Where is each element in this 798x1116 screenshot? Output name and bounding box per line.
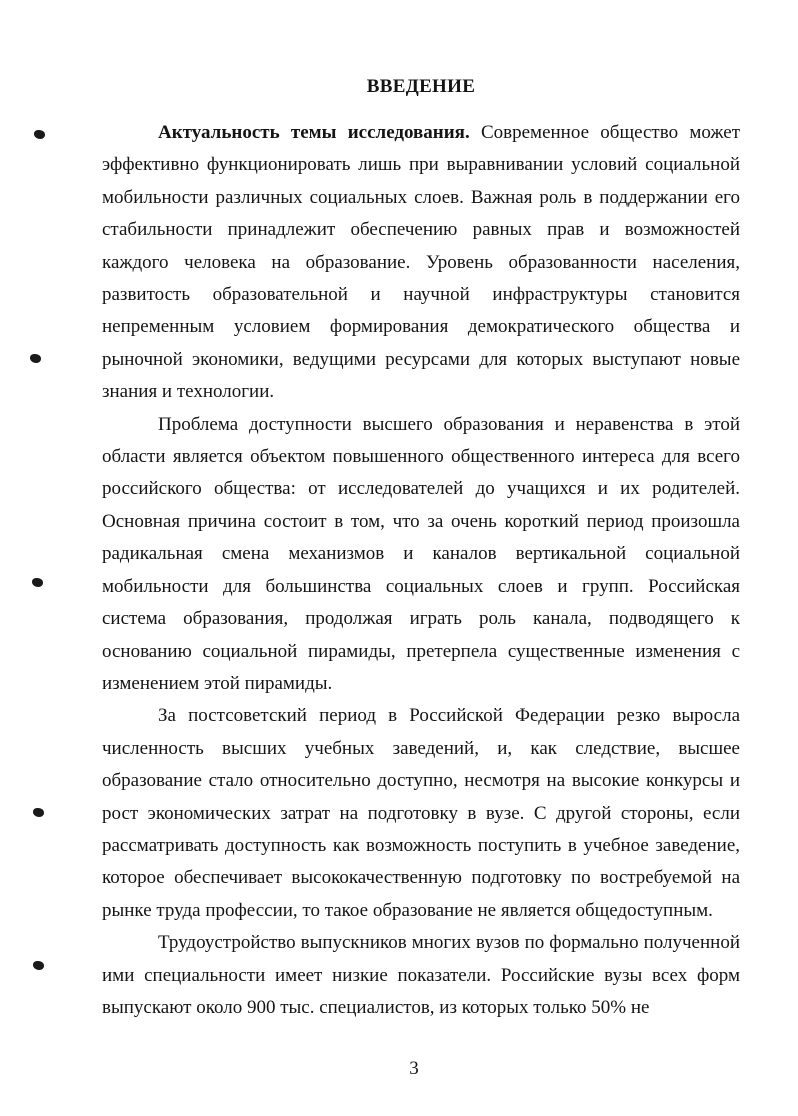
paragraph-text: За постсоветский период в Российской Федерации резко выросла численность высших учебных заведений, и, как следствие, высшее образование стало относительно доступно, несмотря на высокие конкурсы и рост экономических затрат на подготовку в вузе. С другой стороны, если рассматривать доступность как возможность поступить в учебное заведение, которое обеспечивает высококачественную подготовку по востребуемой на рынке труда профессии, то такое образование не является общедоступным. bbox=[102, 705, 740, 921]
binder-hole-mark bbox=[33, 961, 44, 970]
page-number: 3 bbox=[409, 1058, 419, 1079]
binder-hole-mark bbox=[34, 130, 45, 139]
paragraph-3 bbox=[102, 700, 740, 927]
binder-hole-mark bbox=[33, 808, 44, 817]
paragraph-text: Проблема доступности высшего образования и неравенства в этой области является объектом повышенного общественного интереса для всего российского общества: от исследователей до учащихся и их родителей. Основная причина состоит в том, что за очень короткий период произошла радикальная смена механизмов и каналов вертикальной социальной мобильности для большинства социальных слоев и групп. Российская система образования, продолжая играть роль канала, подводящего к основанию социальной пирамиды, претерпела существенные изменения с изменением этой пирамиды. bbox=[102, 413, 740, 694]
binder-hole-mark bbox=[32, 578, 43, 587]
paragraph-1 bbox=[102, 117, 740, 409]
paragraph-text: Современное общество может эффективно функционировать лишь при выравнивании условий социальной мобильности различных социальных слоев. Важная роль в поддержании его стабильности принадлежит обеспечению равных прав и возможностей каждого человека на образование. Уровень образованности населения, развитость образовательной и научной инфраструктуры становится непременным условием формирования демократического общества и рыночной экономики, ведущими ресурсами для которых выступают новые знания и технологии. bbox=[102, 122, 740, 403]
paragraph-4 bbox=[102, 927, 740, 1024]
paragraph-text: Трудоустройство выпускников многих вузов по формально полученной ими специальности имеет низкие показатели. Российские вузы всех форм выпускают около 900 тыс. специалистов, из которых только 50% не bbox=[102, 932, 740, 1018]
binder-hole-mark bbox=[30, 354, 41, 363]
paragraph-lead: Актуальность темы исследования. bbox=[158, 122, 470, 143]
page-title: ВВЕДЕНИЕ bbox=[366, 76, 476, 97]
body-text bbox=[102, 117, 740, 1024]
paragraph-2 bbox=[102, 409, 740, 701]
